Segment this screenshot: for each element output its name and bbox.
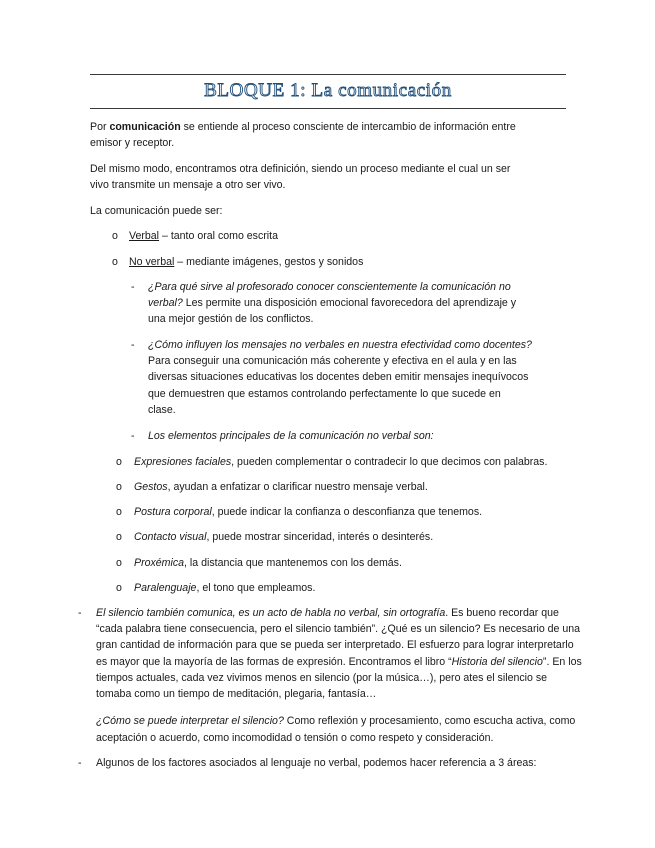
question-line: ¿Cómo influyen los mensajes no verbales en nuestra efectividad como docentes? (148, 339, 532, 351)
text: verbal? (148, 297, 183, 309)
text: se entiende al proceso consciente de intercambio de información entre (180, 121, 516, 133)
list-item-no-verbal (129, 254, 363, 270)
question-line: ¿Para qué sirve al profesorado conocer conscientemente la comunicación no (148, 281, 511, 293)
silence-line: gran cantidad de información para que se pueda ser interpretado. El esfuerzo para lograr interpretarlo (96, 639, 574, 651)
interpret-line (96, 713, 575, 729)
silence-line: “cada palabra tiene consecuencia, pero el silencio también”. ¿Qué es un silencio? Es necesario de una (96, 623, 581, 635)
interpret-line: aceptación o acuerdo, como incomodidad o tensión o como respeto y consideración. (96, 732, 494, 744)
term: Verbal (129, 230, 160, 242)
title-rule-bottom (90, 108, 566, 109)
list-item-element (134, 504, 482, 520)
book-title: Historia del silencio (451, 656, 543, 668)
list-item-element (134, 555, 402, 571)
text: ¿Cómo se puede interpretar el silencio? (96, 715, 284, 727)
text: , ayudan a enfatizar o clarificar nuestro mensaje verbal. (167, 481, 428, 493)
question-line: diversas situaciones educativas los docentes deben emitir mensajes inequívocos (148, 371, 529, 383)
bullet-circle: o (112, 230, 118, 242)
title-rule-top (90, 74, 566, 75)
paragraph-definition-line: emisor y receptor. (90, 137, 175, 149)
question-line: clase. (148, 404, 176, 416)
term: Paralenguaje (134, 582, 197, 594)
list-item-element (134, 479, 428, 495)
text: – mediante imágenes, gestos y sonidos (174, 256, 364, 268)
bullet-circle: o (116, 481, 122, 493)
text: es mayor que la mayoría de las formas de expresión. Encontramos el libro “ (96, 656, 452, 668)
silence-line (96, 654, 582, 670)
bullet-dash: - (131, 281, 135, 293)
bullet-circle: o (116, 531, 122, 543)
term: Postura corporal (134, 506, 212, 518)
text: El silencio también comunica, es un acto de habla no verbal, sin ortografía (96, 607, 446, 619)
bullet-circle: o (116, 506, 122, 518)
text: ”. En los (542, 656, 582, 668)
text: . Es bueno recordar que (445, 607, 559, 619)
bullet-circle: o (116, 456, 122, 468)
bullet-dash: - (131, 430, 135, 442)
term: Proxémica (134, 557, 185, 569)
list-item-verbal (129, 228, 278, 244)
list-item-element (134, 529, 433, 545)
term-comunicacion: comunicación (109, 121, 181, 133)
paragraph-intro-types: La comunicación puede ser: (90, 205, 223, 217)
paragraph-definition-line (90, 119, 516, 135)
text: , puede mostrar sinceridad, interés o desinterés. (206, 531, 434, 543)
question-line: Para conseguir una comunicación más coherente y efectiva en el aula y en las (148, 355, 517, 367)
term: Expresiones faciales (134, 456, 232, 468)
bullet-dash: - (78, 757, 82, 769)
question-line: una mejor gestión de los conflictos. (148, 313, 314, 325)
question-line: que demuestren que estamos controlando perfectamente lo que sucede en (148, 388, 501, 400)
list-item-element (134, 454, 547, 470)
text: Por (90, 121, 110, 133)
paragraph-second-definition-line: vivo transmite un mensaje a otro ser vivo. (90, 179, 286, 191)
term: No verbal (129, 256, 175, 268)
text: Como reflexión y procesamiento, como escucha activa, como (283, 715, 576, 727)
text: – tanto oral como escrita (159, 230, 278, 242)
text: , pueden complementar o contradecir lo que decimos con palabras. (231, 456, 548, 468)
bullet-dash: - (78, 607, 82, 619)
bullet-dash: - (131, 339, 135, 351)
term: Gestos (134, 481, 168, 493)
bullet-circle: o (116, 582, 122, 594)
text: , el tono que empleamos. (196, 582, 316, 594)
text: Les permite una disposición emocional favorecedora del aprendizaje y (182, 297, 517, 309)
bullet-circle: o (112, 256, 118, 268)
page-title: BLOQUE 1: La comunicación (204, 80, 452, 101)
list-item-element (134, 580, 315, 596)
silence-line: tomaba como un tiempo de meditación, plegaria, fantasía… (96, 688, 377, 700)
last-item-line: Algunos de los factores asociados al lenguaje no verbal, podemos hacer referencia a 3 áreas: (96, 757, 537, 769)
silence-line: tiempos actuales, cada vez vivimos menos en silencio (por la música…), pero ates el silencio se (96, 672, 548, 684)
paragraph-second-definition-line: Del mismo modo, encontramos otra definición, siendo un proceso mediante el cual un ser (90, 163, 511, 175)
question-line: Los elementos principales de la comunicación no verbal son: (148, 430, 434, 442)
text: , la distancia que mantenemos con los demás. (184, 557, 402, 569)
bullet-circle: o (116, 557, 122, 569)
term: Contacto visual (134, 531, 207, 543)
silence-line (96, 605, 559, 621)
question-line (148, 295, 516, 311)
text: , puede indicar la confianza o desconfianza que tenemos. (211, 506, 483, 518)
